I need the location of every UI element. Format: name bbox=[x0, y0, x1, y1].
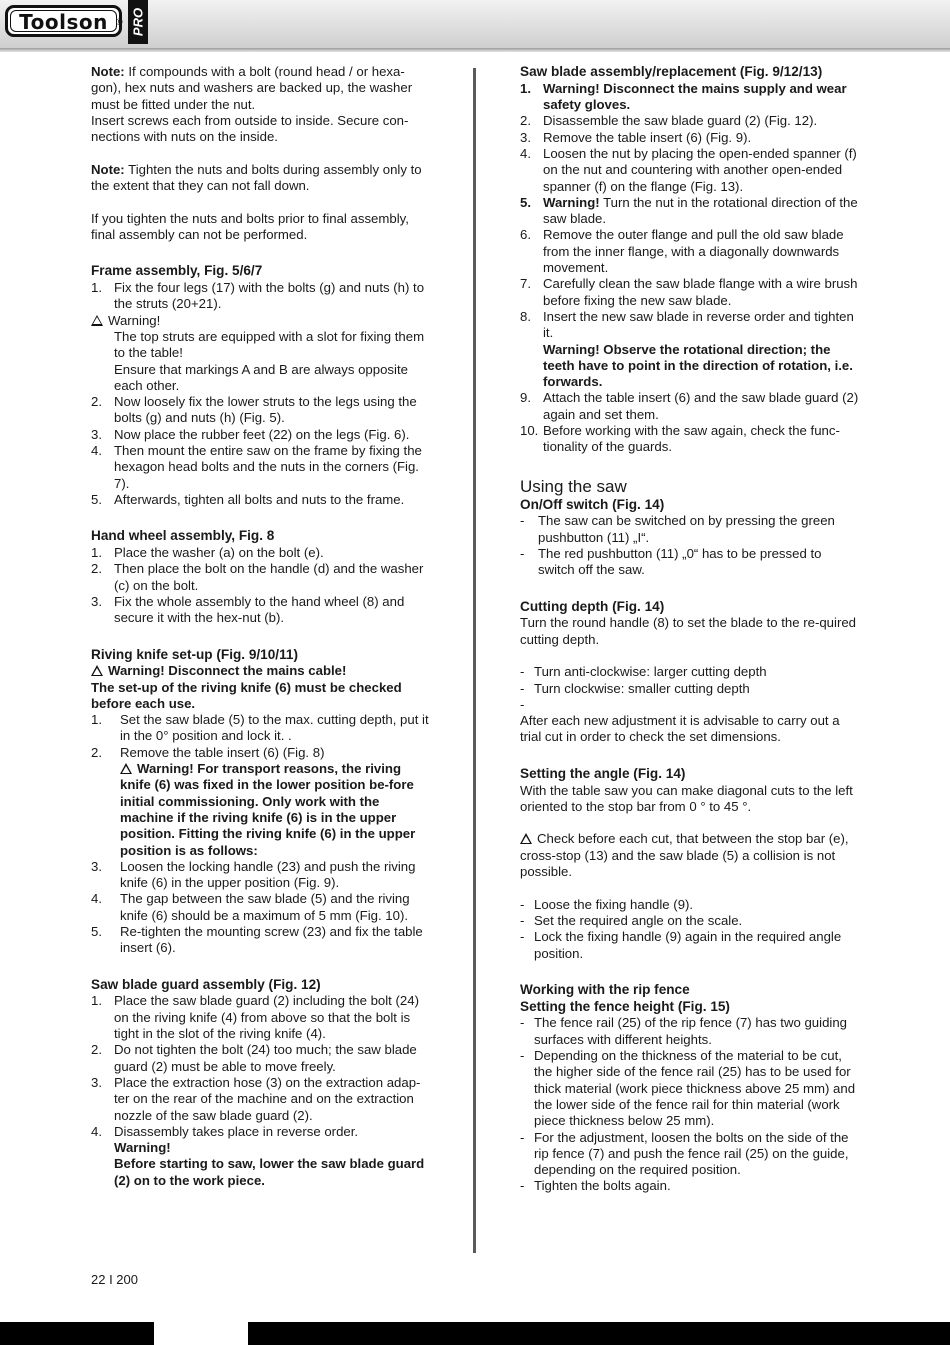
using-the-saw-heading: Using the saw bbox=[520, 476, 627, 496]
warning-icon bbox=[91, 315, 103, 326]
list-item: 2. Disassemble the saw blade guard (2) (Fig. 12). bbox=[520, 113, 818, 129]
header-divider bbox=[0, 48, 950, 52]
right-column bbox=[520, 64, 860, 1195]
hand-wheel-title: Hand wheel assembly, Fig. 8 bbox=[91, 528, 275, 544]
column-divider bbox=[473, 68, 476, 1253]
pro-badge: PRO bbox=[128, 0, 148, 44]
blade-guard-title: Saw blade guard assembly (Fig. 12) bbox=[91, 976, 321, 992]
onoff-title: On/Off switch (Fig. 14) bbox=[520, 496, 665, 512]
guard-warning-label: Warning! bbox=[114, 1140, 171, 1156]
list-item: 2. Do not tighten the bolt (24) too much; the saw blade guard (2) must be able to move freely. bbox=[91, 1042, 417, 1074]
guard-warning-text: Before starting to saw, lower the saw blade guard (2) on to the work piece. bbox=[114, 1156, 425, 1188]
list-item: 6. Remove the outer flange and pull the old saw blade from the inner flange, with a diagonally downwards movement. bbox=[520, 227, 844, 276]
list-item: - The red pushbutton (11) „0“ has to be pressed to switch off the saw. bbox=[520, 546, 822, 578]
left-column bbox=[91, 64, 431, 1189]
list-item: 5. Re-tighten the mounting screw (23) and fix the table insert (6). bbox=[91, 924, 423, 956]
list-item: 5. Warning! Turn the nut in the rotational direction of the saw blade. bbox=[520, 194, 858, 227]
list-item: 1. Place the saw blade guard (2) including the bolt (24) on the riving knife (4) from above so that the bolt is tight in the slot of the riving knife (4). bbox=[91, 993, 419, 1042]
note-2: Note: Tighten the nuts and bolts during assembly only to the extent that they can not fall down. bbox=[91, 161, 422, 194]
page-number: 22 I 200 bbox=[91, 1272, 138, 1287]
footer-bar bbox=[0, 1322, 950, 1345]
list-item: 4. The gap between the saw blade (5) and the riving knife (6) should be a maximum of 5 mm (Fig. 10). bbox=[91, 891, 410, 923]
list-item: 2. Now loosely fix the lower struts to the legs using the bolts (g) and nuts (h) (Fig. 5). bbox=[91, 394, 417, 426]
list-item: 7. Carefully clean the saw blade flange with a wire brush before fixing the new saw blade. bbox=[520, 276, 858, 308]
list-item: 10. Before working with the saw again, check the func-tionality of the guards. bbox=[520, 423, 840, 455]
list-item: - Tighten the bolts again. bbox=[520, 1178, 671, 1194]
registered-mark: ® bbox=[116, 17, 123, 27]
toolson-logo bbox=[5, 5, 122, 37]
frame-warning-text-2: Ensure that markings A and B are always opposite each other. bbox=[114, 361, 408, 393]
list-item-empty: - bbox=[520, 696, 525, 712]
frame-assembly-title: Frame assembly, Fig. 5/6/7 bbox=[91, 263, 263, 279]
frame-warning-text-1: The top struts are equipped with a slot for fixing them to the table! bbox=[114, 328, 425, 361]
list-item: 8. Insert the new saw blade in reverse order and tighten it. bbox=[520, 308, 854, 341]
list-item: 1. Place the washer (a) on the bolt (e). bbox=[91, 545, 324, 561]
frame-warning: Warning! bbox=[91, 313, 431, 329]
note-1-line2: Insert screws each from outside to inside. Secure con-nections with nuts on the inside. bbox=[91, 112, 409, 145]
list-item: - The fence rail (25) of the rip fence (7) has two guiding surfaces with different heights. bbox=[520, 1015, 848, 1047]
list-item: 4. Disassembly takes place in reverse order. bbox=[91, 1123, 359, 1139]
list-item: 9. Attach the table insert (6) and the saw blade guard (2) again and set them. bbox=[520, 390, 859, 422]
blade-rotation-warning: Warning! Observe the rotational direction; the teeth have to point in the direction of rotation, i.e. forwards. bbox=[543, 341, 853, 390]
list-item: 2. Remove the table insert (6) (Fig. 8) bbox=[91, 744, 325, 760]
footer-bar-gap bbox=[154, 1322, 248, 1345]
riving-knife-title: Riving knife set-up (Fig. 9/10/11) bbox=[91, 646, 298, 662]
angle-check: Check before each cut, that between the stop bar (e), cross-stop (13) and the saw blade (5) a collision is not possible. bbox=[520, 831, 849, 880]
list-item: 3. Fix the whole assembly to the hand wheel (8) and secure it with the hex-nut (b). bbox=[91, 593, 405, 626]
warning-icon bbox=[120, 763, 132, 774]
list-item: 3. Place the extraction hose (3) on the extraction adap-ter on the rear of the machine and on the extraction nozzle of the saw blade guard (2). bbox=[91, 1074, 421, 1123]
list-item: 3. Now place the rubber feet (22) on the legs (Fig. 6). bbox=[91, 426, 410, 442]
list-item: - Depending on the thickness of the material to be cut, the higher side of the fence rail (25) has to be used for thick material (work piece thickness above 25 mm) and the lower side of the fence rail for thin material (work piece thickness below 25 mm). bbox=[520, 1048, 856, 1129]
list-item: - Turn clockwise: smaller cutting depth bbox=[520, 680, 750, 696]
page-header bbox=[0, 0, 950, 48]
list-item: - For the adjustment, loosen the bolts on the side of the rip fence (7) and push the fence rail (25) on the guide, depending on the required position. bbox=[520, 1129, 849, 1178]
list-item: 2. Then place the bolt on the handle (d) and the washer (c) on the bolt. bbox=[91, 561, 424, 593]
cutting-depth-text: Turn the round handle (8) to set the blade to the re-quired cutting depth. bbox=[520, 615, 857, 647]
riving-warning: Warning! Disconnect the mains cable! bbox=[91, 663, 431, 679]
list-item: 3. Loosen the locking handle (23) and push the riving knife (6) in the upper position (Fig. 9). bbox=[91, 858, 416, 891]
list-item: 5. Afterwards, tighten all bolts and nuts to the frame. bbox=[91, 491, 405, 507]
warning-icon bbox=[91, 665, 103, 676]
list-item: 1. Set the saw blade (5) to the max. cutting depth, put it in the 0° position and lock it. . bbox=[91, 712, 429, 744]
riving-check: The set-up of the riving knife (6) must be checked before each use. bbox=[91, 679, 402, 711]
riving-transport-warning: Warning! For transport reasons, the riving knife (6) was fixed in the lower position be-fore initial commissioning. Only work with the machine if the riving knife (6) is in the upper position. Fitting the riving knife (6) in the upper position is as follows: bbox=[120, 761, 416, 858]
list-item: - Lock the fixing handle (9) again in the required angle position. bbox=[520, 929, 842, 961]
blade-assembly-title: Saw blade assembly/replacement (Fig. 9/12/13) bbox=[520, 64, 823, 79]
list-item: - Turn anti-clockwise: larger cutting depth bbox=[520, 664, 767, 680]
cutting-depth-title: Cutting depth (Fig. 14) bbox=[520, 598, 665, 614]
list-item: 1. Fix the four legs (17) with the bolts (g) and nuts (h) to the struts (20+21). bbox=[91, 280, 425, 312]
list-item: - The saw can be switched on by pressing the green pushbutton (11) „I“. bbox=[520, 513, 835, 545]
list-item: 1. Warning! Disconnect the mains supply and wear safety gloves. bbox=[520, 80, 847, 113]
warning-icon bbox=[520, 833, 532, 844]
setting-angle-text: With the table saw you can make diagonal cuts to the left oriented to the stop bar from 0 ° to 45 °. bbox=[520, 782, 853, 814]
note-3: If you tighten the nuts and bolts prior to final assembly, final assembly can not be performed. bbox=[91, 210, 409, 242]
cutting-depth-after: After each new adjustment it is advisable to carry out a trial cut in order to check the set dimensions. bbox=[520, 713, 840, 745]
note-1: Note: If compounds with a bolt (round head / or hexa-gon), hex nuts and washers are backed up, the washer must be fitted under the nut. bbox=[91, 64, 413, 112]
fence-height-title: Setting the fence height (Fig. 15) bbox=[520, 998, 730, 1014]
list-item: 4. Then mount the entire saw on the frame by fixing the hexagon head bolts and the nuts in the corners (Fig. 7). bbox=[91, 443, 422, 491]
list-item: - Loose the fixing handle (9). bbox=[520, 896, 694, 912]
rip-fence-title: Working with the rip fence bbox=[520, 981, 690, 997]
list-item: 3. Remove the table insert (6) (Fig. 9). bbox=[520, 129, 752, 145]
list-item: - Set the required angle on the scale. bbox=[520, 912, 743, 928]
setting-angle-title: Setting the angle (Fig. 14) bbox=[520, 765, 686, 781]
brand-name: Toolson bbox=[19, 10, 108, 34]
list-item: 4. Loosen the nut by placing the open-ended spanner (f) on the nut and countering with another open-ended spanner (f) on the flange (Fig. 13). bbox=[520, 145, 857, 194]
